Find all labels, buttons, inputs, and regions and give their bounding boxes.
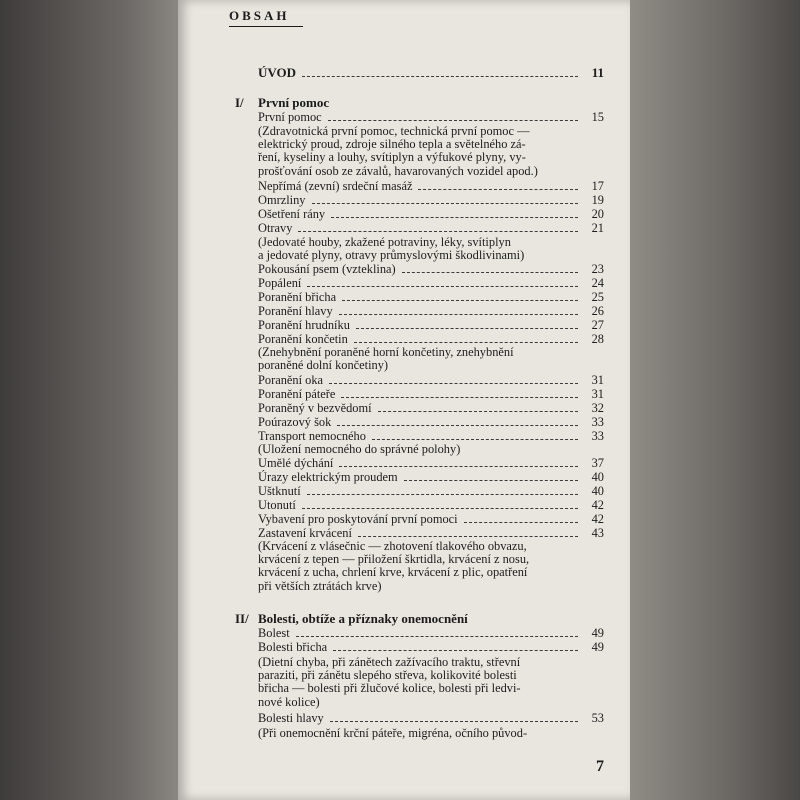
dot-leader — [298, 231, 578, 232]
entry-page: 40 — [591, 470, 604, 484]
entry-note: (Znehybnění poraněné horní končetiny, znehybnění poraněné dolní končetiny) — [258, 345, 514, 373]
dot-leader — [307, 494, 578, 495]
entry-page: 23 — [591, 262, 604, 276]
toc-entry — [258, 498, 604, 512]
toc-entry — [258, 415, 604, 429]
entry-page: 17 — [591, 179, 604, 193]
entry-label: Ošetření rány — [258, 207, 326, 221]
entry-page: 21 — [591, 221, 604, 235]
entry-label: Pokousání psem (vzteklina) — [258, 262, 396, 276]
entry-page: 42 — [591, 498, 604, 512]
toc-entry — [258, 640, 604, 654]
entry-page: 33 — [591, 415, 604, 429]
toc-entry — [258, 626, 604, 640]
toc-entry — [258, 332, 604, 346]
toc-entry — [258, 207, 604, 221]
dot-leader — [404, 480, 578, 481]
toc-entry-uvod — [258, 66, 604, 80]
dot-leader — [372, 439, 578, 440]
toc-entry — [258, 193, 604, 207]
entry-label: Otravy — [258, 221, 293, 235]
toc-entry — [258, 318, 604, 332]
toc-entry — [258, 304, 604, 318]
entry-label: Umělé dýchání — [258, 456, 334, 470]
entry-note: (Jedovaté houby, zkažené potraviny, léky, svítiplyn a jedovaté plyny, otravy průmyslovými škodlivinami) — [258, 235, 525, 263]
entry-label: Nepřímá (zevní) srdeční masáž — [258, 179, 413, 193]
entry-label: Úrazy elektrickým proudem — [258, 470, 398, 484]
dot-leader — [418, 189, 578, 190]
toc-entry — [258, 484, 604, 498]
entry-page: 11 — [591, 65, 604, 80]
dot-leader — [302, 76, 578, 77]
entry-label: Poraněný v bezvědomí — [258, 401, 372, 415]
entry-page: 19 — [591, 193, 604, 207]
entry-page: 49 — [591, 640, 604, 654]
toc-entry — [258, 221, 604, 235]
toc-entry — [258, 456, 604, 470]
toc-entry — [258, 711, 604, 725]
entry-note: (Uložení nemocného do správné polohy) — [258, 442, 461, 456]
toc-entry — [258, 276, 604, 290]
page-number: 7 — [596, 758, 604, 775]
toc-entry — [258, 470, 604, 484]
entry-page: 32 — [591, 401, 604, 415]
dot-leader — [302, 508, 578, 509]
dot-leader — [402, 272, 578, 273]
toc-entry — [258, 387, 604, 401]
entry-label: Vybavení pro poskytování první pomoci — [258, 512, 458, 526]
section-title: Bolesti, obtíže a příznaky onemocnění — [258, 611, 468, 626]
dot-leader — [296, 636, 578, 637]
dot-leader — [354, 342, 578, 343]
entry-page: 31 — [591, 387, 604, 401]
entry-page: 24 — [591, 276, 604, 290]
toc-entry — [258, 401, 604, 415]
dot-leader — [342, 300, 578, 301]
entry-page: 28 — [591, 332, 604, 346]
entry-page: 43 — [591, 526, 604, 540]
entry-label: Poranění hlavy — [258, 304, 333, 318]
dot-leader — [330, 721, 578, 722]
entry-label: Zastavení krvácení — [258, 526, 352, 540]
title-underline — [229, 26, 303, 27]
dot-leader — [356, 328, 578, 329]
entry-page: 15 — [591, 110, 604, 124]
entry-page: 31 — [591, 373, 604, 387]
dot-leader — [341, 397, 578, 398]
dot-leader — [358, 536, 578, 537]
dot-leader — [329, 383, 578, 384]
entry-page: 20 — [591, 207, 604, 221]
dot-leader — [328, 120, 578, 121]
entry-label: Poranění oka — [258, 373, 324, 387]
toc-entry — [258, 512, 604, 526]
entry-page: 26 — [591, 304, 604, 318]
right-page-edge — [630, 0, 800, 800]
entry-page: 49 — [591, 626, 604, 640]
entry-page: 27 — [591, 318, 604, 332]
dot-leader — [339, 314, 578, 315]
dot-leader — [331, 217, 578, 218]
entry-label: Poranění břicha — [258, 290, 337, 304]
entry-page: 37 — [591, 456, 604, 470]
toc-entry — [258, 110, 604, 124]
left-page-edge — [0, 0, 178, 800]
entry-page: 40 — [591, 484, 604, 498]
section-number: I/ — [235, 95, 244, 110]
page-title: OBSAH — [229, 8, 290, 23]
dot-leader — [307, 286, 578, 287]
dot-leader — [464, 522, 578, 523]
toc-entry — [258, 429, 604, 443]
section-heading — [235, 95, 329, 111]
entry-label: První pomoc — [258, 110, 322, 124]
entry-label: Bolesti hlavy — [258, 711, 324, 725]
toc-entry — [258, 262, 604, 276]
section-title: První pomoc — [258, 95, 330, 110]
entry-label: Poranění hrudníku — [258, 318, 350, 332]
entry-page: 33 — [591, 429, 604, 443]
entry-note: (Dietní chyba, při zánětech zažívacího traktu, střevní paraziti, při zánětu slepého střeva, kolikovité bolesti břicha — bolesti při žlučové kolice, bolesti při ledvi- nové kolice) — [258, 655, 521, 709]
entry-note: (Krvácení z vlásečnic — zhotovení tlakového obvazu, krvácení z tepen — přiložení škrtidla, krvácení z nosu, krvácení z ucha, chrlení krve, krvácení z plic, opatření při větších ztrátách krve) — [258, 539, 530, 593]
entry-label: ÚVOD — [258, 65, 297, 80]
entry-label: Uštknutí — [258, 484, 301, 498]
toc-entry — [258, 373, 604, 387]
entry-label: Bolesti břicha — [258, 640, 328, 654]
entry-label: Omrzliny — [258, 193, 306, 207]
entry-note: (Zdravotnická první pomoc, technická první pomoc — elektrický proud, zdroje silného tepla a světelného zá- ření, kyseliny a louhy, svítiplyn a výfukové plyny, vy- prošťování osob ze závalů, havarovaných vozidel apod.) — [258, 124, 538, 178]
toc-entry — [258, 290, 604, 304]
dot-leader — [333, 650, 578, 651]
dot-leader — [337, 425, 578, 426]
dot-leader — [312, 203, 579, 204]
dot-leader — [339, 466, 578, 467]
entry-page: 53 — [591, 711, 604, 725]
dot-leader — [378, 411, 578, 412]
entry-label: Poranění končetin — [258, 332, 348, 346]
entry-label: Popálení — [258, 276, 302, 290]
entry-note: (Při onemocnění krční páteře, migréna, očního původ- — [258, 726, 528, 740]
entry-page: 42 — [591, 512, 604, 526]
toc-entry — [258, 179, 604, 193]
entry-label: Poúrazový šok — [258, 415, 332, 429]
toc-entry — [258, 526, 604, 540]
entry-label: Transport nemocného — [258, 429, 366, 443]
entry-label: Bolest — [258, 626, 290, 640]
entry-label: Utonutí — [258, 498, 296, 512]
entry-page: 25 — [591, 290, 604, 304]
section-heading — [235, 611, 468, 627]
entry-label: Poranění páteře — [258, 387, 336, 401]
section-number: II/ — [235, 611, 249, 626]
